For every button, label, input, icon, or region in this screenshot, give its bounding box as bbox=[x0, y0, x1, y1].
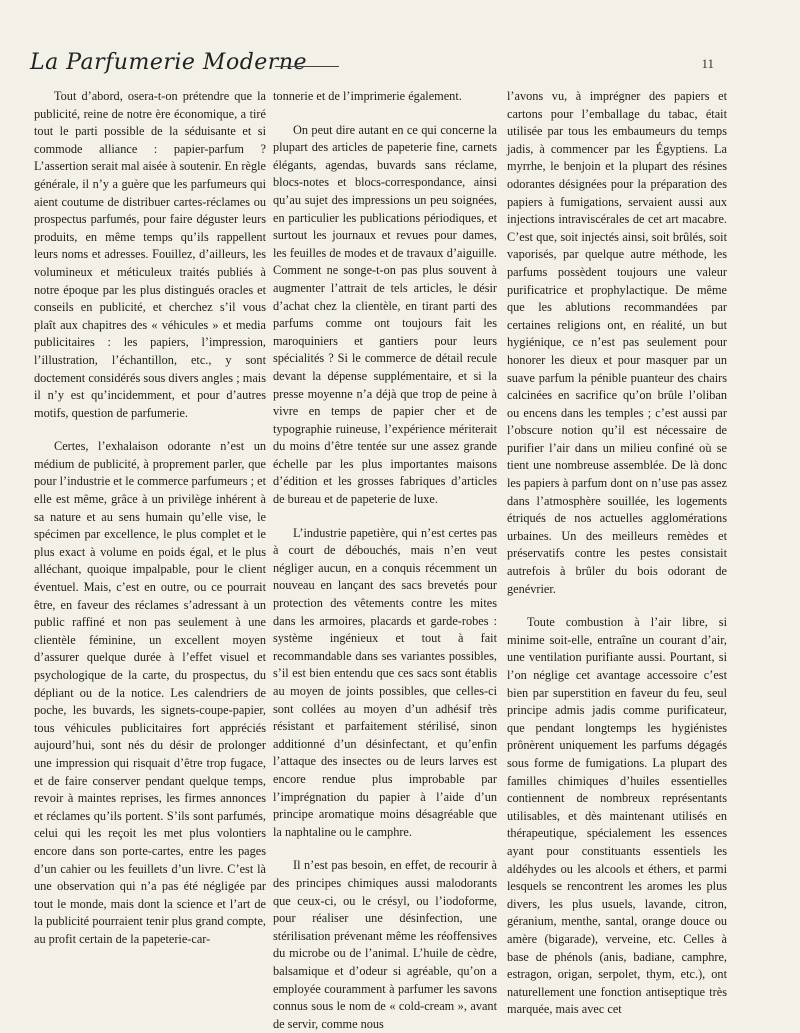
page-header bbox=[30, 50, 714, 80]
text-column-2 bbox=[273, 88, 497, 1033]
paragraph: Toute combustion à l’air libre, si minime soit-elle, entraîne un courant d’air, une ventilation purifiante aussi. Pourtant, si l’on néglige cet avantage accessoire c’est bien par superstition en faveur du feu, seul principe admis jadis comme purificateur, que pendant longtemps les hygiénistes prônèrent uniquement les parfums dégagés sous forme de fumigations. La plupart des familles chimiques d’huiles essentielles contiennent de nombreux représentants utilisables, et dès maintenant utilisés en thérapeutique, spécialement les essences ayant pour constituants essentiels les aldéhydes ou les alcools et éthers, et parmi lesquels se rencontrent les aromes les plus divers, les plus usuels, lavande, citron, géranium, menthe, santal, orange douce ou amère (bigarade), verveine, etc. Celles à base de phénols (anis, badiane, camphre, estragon, origan, serpolet, thym, etc.), ont naturellement une fonction antiseptique très marquée, mais avec cet bbox=[507, 615, 727, 1017]
text-column-1 bbox=[34, 88, 266, 949]
paragraph: On peut dire autant en ce qui concerne la plupart des articles de papeterie fine, carnets élégants, agendas, buvards sans réclame, blocs-notes et blocs-correspondance, ainsi qu’au sujet des impressions un peu soignées, en particulier les publications périodiques, et surtout les journaux et revues pour dames, les feuilles de modes et de travaux d’aiguille. Comment ne songe-t-on pas plus souvent à augmenter l’attrait de tels articles, le désir d’achat chez la clientèle, en tirant parti des parfums comme ont toujours fait les maroquiniers et gantiers pour leurs spécialités ? Si le commerce de détail recule devant la dépense supplémentaire, et si la presse moyenne n’a déjà que trop de peine à vivre en temps de papier cher et de typographie ruineuse, l’expérience mériterait du moins d’être tentée sur une assez grande échelle par les plus importantes maisons d’édition et les grosses fabriques d’articles de bureau et de papeterie de luxe. bbox=[273, 122, 497, 507]
paragraph: Il n’est pas besoin, en effet, de recourir à des principes chimiques aussi malodorants que ceux-ci, ou le crésyl, ou l’iodoforme, pour réaliser une désinfection, une stérilisation prévenant même les réoffensives du microbe ou de l’animal. L’huile de cèdre, balsamique et d’odeur si agréable, qu’on a employée couramment à parfumer les savons connus sous le nom de « cold-cream », avant de servir, comme nous bbox=[273, 858, 497, 1031]
paragraph-continued: tonnerie et de l’imprimerie également. bbox=[273, 89, 462, 103]
paragraph: L’industrie papetière, qui n’est certes pas à court de débouchés, mais n’en veut négliger aucun, en a conquis récemment un nouveau en lançant des sacs brevetés pour protection des vêtements contre les mites dans les armoires, placards et garde-robes : système ingénieux et tout à fait recommandable dans ses variantes possibles, s’il est bien entendu que ces sacs sont établis au moyen de joints possibles, que celles-ci sont collées au moyen d’un adhésif très résistant et parfaitement stérilisé, sinon additionné d’un désinfectant, et qu’enfin l’attaque des insectes ou de leurs larves est encore rendue plus improbable par l’imprégnation du papier à l’aide d’un principe aromatique moins désagréable que la naphtaline ou le camphre. bbox=[273, 525, 497, 839]
masthead-underline bbox=[275, 66, 339, 67]
text-column-3 bbox=[507, 88, 727, 1019]
page-number: 11 bbox=[701, 56, 714, 71]
paragraph-continued: l’avons vu, à imprégner des papiers et cartons pour l’emballage du tabac, était utilisée par tous les embaumeurs du temps jadis, à commencer par les Égyptiens. La myrrhe, le benjoin et la plupart des résines odorantes désignées pour la préparation des papiers à fumigations, servaient aussi aux injections intraviscérales de cet art macabre. C’est que, soit injectés ainsi, soit brûlés, soit vaporisés, par quelque autre méthode, les parfums possèdent toujours une valeur purificatrice et prophylactique. De même que les ablutions recommandées par certaines religions ont, en réalité, un but hygiénique, ce n’est pas seulement pour honorer les dieux et pour masquer par un suave parfum la pénible puanteur des chairs calcinées en sacrifice qu’on brûle l’oliban ou encens dans les temples ; c’est aussi par l’obscure notion qu’il est nécessaire de purifier l’air dans un milieu confiné où se tient une nombreuse assemblée. De là donc les papiers à parfum dont on n’use pas assez dans l’atmosphère souillée, les logements étriqués de nos actuelles agglomérations urbaines. Un des meilleurs remèdes et préservatifs contre les pestes consistait autrefois à brûler du bois odorant de genévrier. bbox=[507, 89, 727, 596]
paragraph: Certes, l’exhalaison odorante n’est un médium de publicité, à proprement parler, que pour l’industrie et le commerce parfumeurs ; et elle est même, grâce à un privilège inhérent à sa nature et au sens humain qu’elle vise, le spécimen par excellence, le plus complet et le plus exact à volume en poids égal, et le plus alléchant, quoique impalpable, pour le client éventuel. Mais, c’est en outre, ou ce pourrait être, en faveur des réclames s’adressant à un public raffiné et non pas seulement à une clientèle féminine, un excellent moyen d’assurer quelque durée à l’effet visuel et psychologique de la carte, du prospectus, du dépliant ou de la notice. Les calendriers de poche, les buvards, les signets-coupe-papier, tous véhicules publicitaires fort appréciés aujourd’hui, sont nés du désir de prolonger une impression qui risquait d’être trop fugace, et de faire conserver pendant quelque temps, revoir à maintes reprises, les firmes annonces et réclames qu’ils portent. S’ils sont parfumés, celui qui les reçoit les met plus volontiers encore dans son porte-cartes, entre les pages d’un cahier ou les feuillets d’un livre. C’est là une observation qui n’a pas été négligée par tout le monde, mais dont la science et l’art de la publicité pourraient tenir plus grand compte, au profit certain de la papeterie-car- bbox=[34, 439, 266, 946]
masthead-title: La Parfumerie Moderne bbox=[30, 50, 308, 75]
paragraph: Tout d’abord, osera-t-on prétendre que la publicité, reine de notre ère économique, a tiré tout le parti possible de la séduisante et si commode alliance : papier-parfum ? L’assertion serait mal aisée à soutenir. En règle générale, il n’y a guère que les parfumeurs qui aient coutume de distribuer cartes-réclames ou prospectus parfumés, pour faire déguster leurs produits, en même temps qu’ils rappellent leurs noms et adresses. Fouillez, d’ailleurs, les volumineux et méticuleux traités publiés à notre époque par les plus distingués oracles et conseils en publicité, et cherchez s’il vous plaît aux chapitres des « véhicules » et media publicitaires : les papiers, l’impression, l’illustration, l’échantillon, etc., y sont doctement considérés sous divers angles ; mais il n’y est qu’incidemment, et pour d’autres motifs, question de parfumerie. bbox=[34, 89, 266, 420]
